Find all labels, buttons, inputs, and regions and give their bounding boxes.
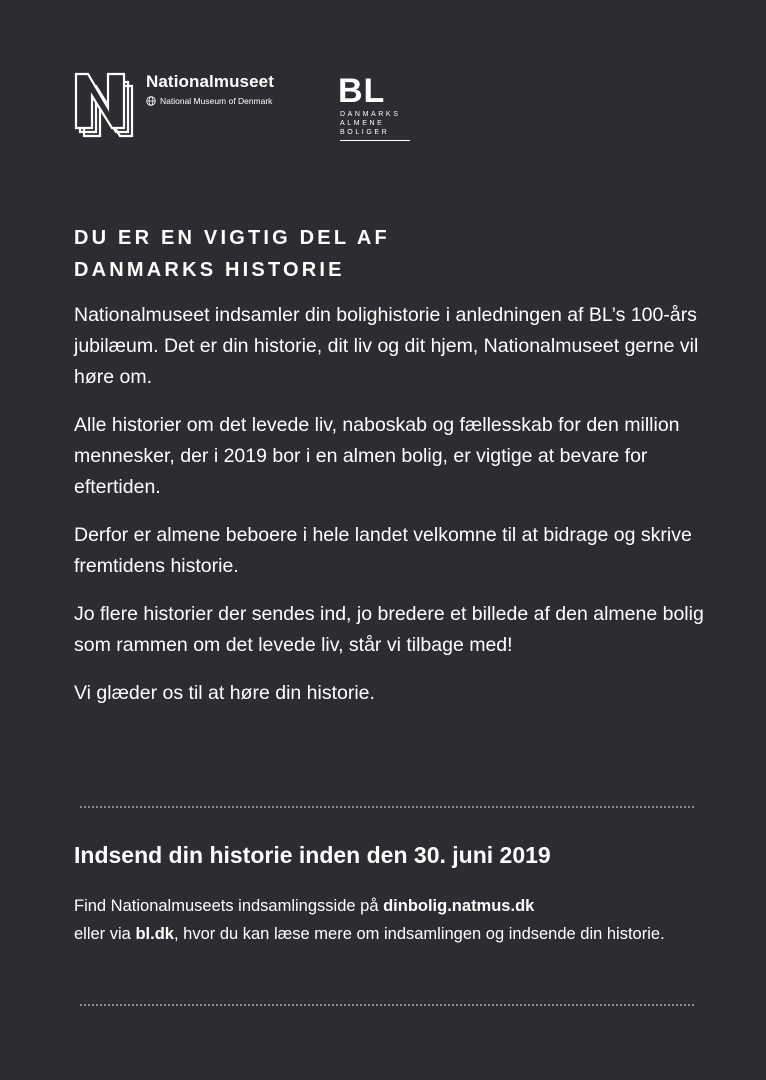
paragraph-invitation: Derfor er almene beboere i hele landet velkomne til at bidrage og skrive fremtidens historie. [74,524,692,577]
nationalmuseet-subtitle: National Museum of Denmark [160,96,273,106]
nationalmuseet-logo-icon [74,72,136,143]
paragraph-intro: Nationalmuseet indsamler din bolighistorie i anledningen af BL’s 100-års jubilæum. Det er din historie, dit liv og dit hjem, Nationalmuseet gerne vil høre om. [74,304,699,388]
bl-line-2: ALMENE [340,120,385,127]
headline-line-2: DANMARKS HISTORIE [74,259,345,281]
bl-wordmark [340,110,410,137]
bl-link[interactable]: bl.dk [135,925,174,943]
cta-title: Indsend din historie inden den 30. juni 2019 [74,842,551,868]
cta-text-middle: eller via [74,925,136,943]
globe-icon [146,96,156,106]
bl-mark: BL [338,72,386,110]
nationalmuseet-wordmark [146,72,274,107]
nationalmuseet-subtitle-row [146,95,274,107]
main-content [74,222,704,726]
bl-logo [340,74,410,141]
cta-info [74,892,714,948]
logo-row [74,72,694,152]
bl-line-3: BOLIGER [340,129,390,136]
headline [74,222,704,286]
bl-underline [340,140,410,141]
dotted-divider-top [80,806,694,808]
headline-line-1: DU ER EN VIGTIG DEL AF [74,227,390,249]
paragraph-more-stories: Jo flere historier der sendes ind, jo bredere et billede af den almene bolig som rammen om det levede liv, står vi tilbage med! [74,603,704,656]
bl-line-1: DANMARKS [340,111,401,118]
cta-text-after: , hvor du kan læse mere om indsamlingen og indsende din historie. [173,925,665,943]
dinbolig-link[interactable]: dinbolig.natmus.dk [383,897,535,915]
nationalmuseet-title: Nationalmuseet [146,72,274,91]
paragraph-closing: Vi glæder os til at høre din historie. [74,682,375,704]
paragraph-stories: Alle historier om det levede liv, naboskab og fællesskab for den million mennesker, der i 2019 bor i en almen bolig, er vigtige at bevare for eftertiden. [74,414,680,498]
cta-text-before: Find Nationalmuseets indsamlingsside på [74,897,384,915]
dotted-divider-bottom [80,1004,694,1006]
